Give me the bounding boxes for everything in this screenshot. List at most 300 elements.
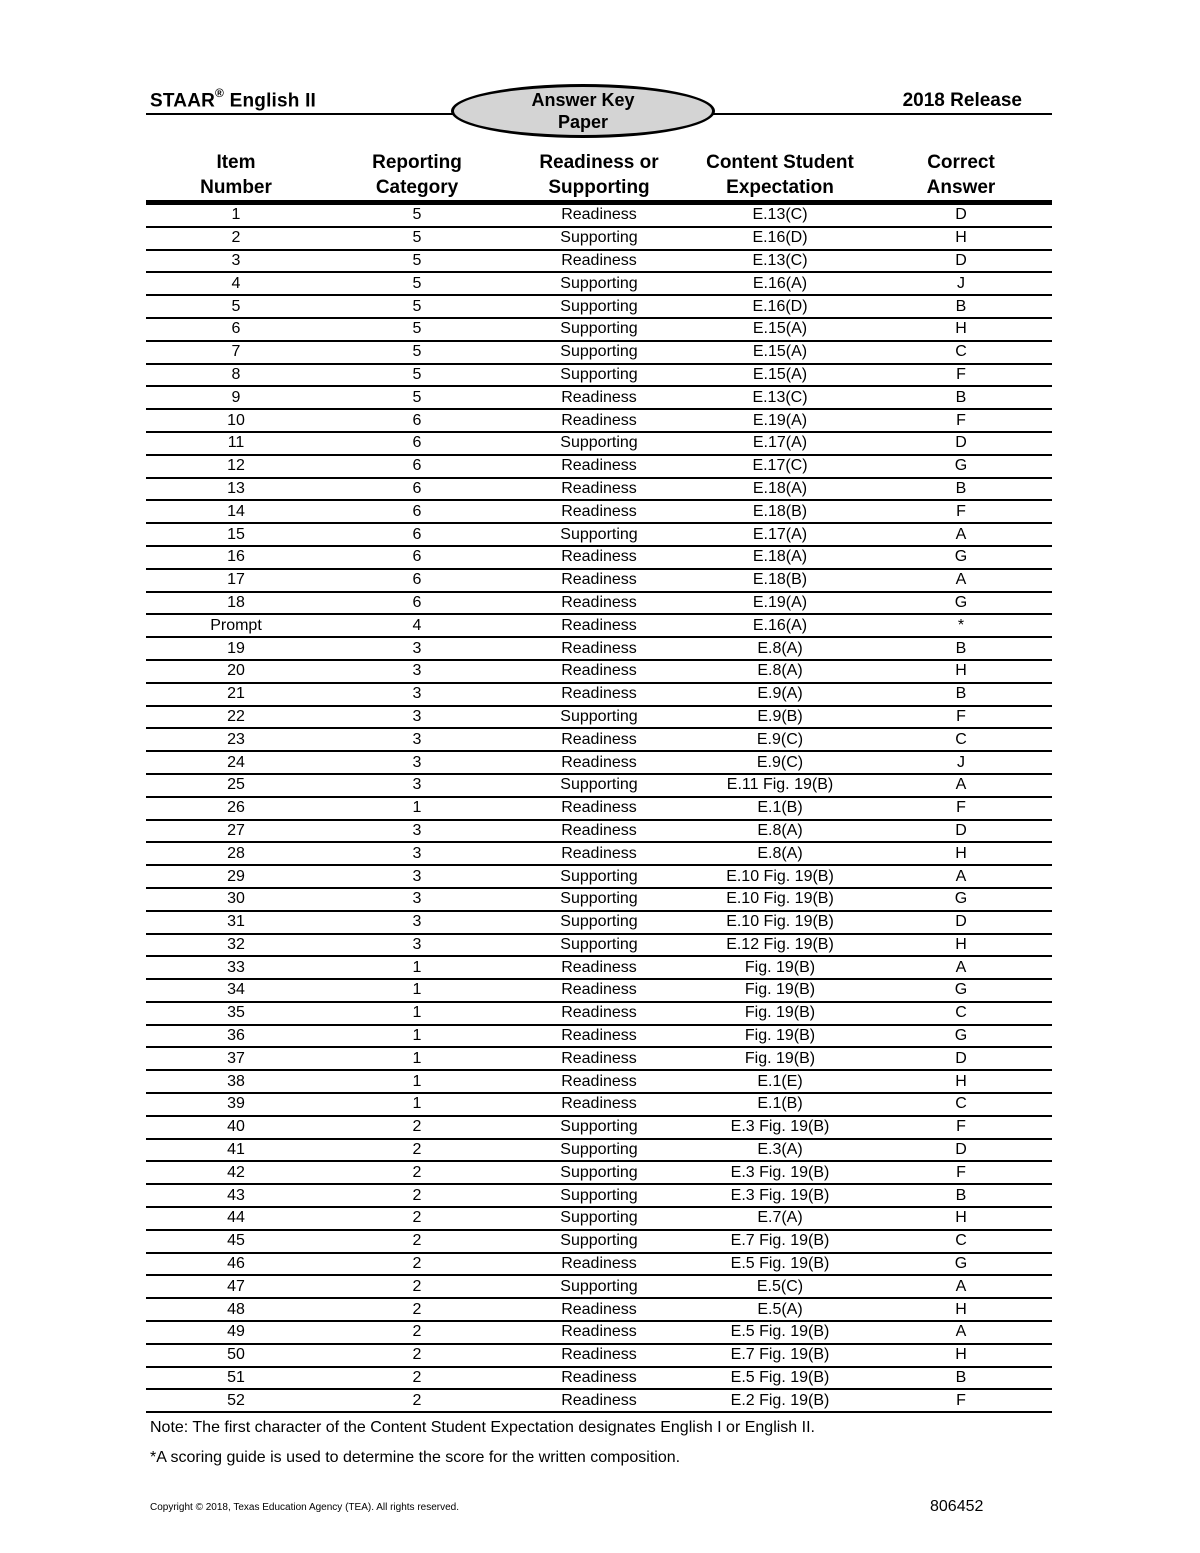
cell-answer: D bbox=[870, 1139, 1052, 1162]
cell-readiness: Supporting bbox=[508, 1139, 690, 1162]
table-row bbox=[146, 956, 1052, 979]
cell-readiness: Readiness bbox=[508, 820, 690, 843]
cell-reporting-category: 2 bbox=[326, 1298, 508, 1321]
cell-expectation: E.16(A) bbox=[690, 272, 870, 295]
table-row bbox=[146, 546, 1052, 569]
cell-answer: C bbox=[870, 1002, 1052, 1025]
cell-answer: F bbox=[870, 1389, 1052, 1412]
cell-reporting-category: 6 bbox=[326, 455, 508, 478]
cell-readiness: Readiness bbox=[508, 637, 690, 660]
cell-readiness: Readiness bbox=[508, 956, 690, 979]
cell-answer: H bbox=[870, 1298, 1052, 1321]
table-row bbox=[146, 1389, 1052, 1412]
cell-readiness: Readiness bbox=[508, 250, 690, 273]
cell-expectation: E.8(A) bbox=[690, 842, 870, 865]
badge-line-1: Answer Key bbox=[531, 90, 635, 110]
cell-item-number: 43 bbox=[146, 1184, 326, 1207]
table-row bbox=[146, 1230, 1052, 1253]
cell-answer: D bbox=[870, 250, 1052, 273]
cell-expectation: E.18(B) bbox=[690, 500, 870, 523]
cell-readiness: Readiness bbox=[508, 683, 690, 706]
table-row bbox=[146, 1116, 1052, 1139]
cell-answer: D bbox=[870, 911, 1052, 934]
cell-item-number: 12 bbox=[146, 455, 326, 478]
subject-name: English II bbox=[229, 90, 317, 112]
cell-item-number: 29 bbox=[146, 865, 326, 888]
cell-item-number: 1 bbox=[146, 203, 326, 227]
cell-expectation: E.19(A) bbox=[690, 409, 870, 432]
cell-readiness: Readiness bbox=[508, 546, 690, 569]
cell-expectation: E.15(A) bbox=[690, 318, 870, 341]
cell-item-number: 14 bbox=[146, 500, 326, 523]
cell-reporting-category: 5 bbox=[326, 341, 508, 364]
cell-item-number: 20 bbox=[146, 660, 326, 683]
cell-expectation: E.5(A) bbox=[690, 1298, 870, 1321]
cell-item-number: 16 bbox=[146, 546, 326, 569]
cell-answer: H bbox=[870, 318, 1052, 341]
table-row bbox=[146, 432, 1052, 455]
table-row bbox=[146, 272, 1052, 295]
cell-readiness: Readiness bbox=[508, 1253, 690, 1276]
table-row bbox=[146, 683, 1052, 706]
cell-reporting-category: 2 bbox=[326, 1207, 508, 1230]
cell-readiness: Readiness bbox=[508, 1344, 690, 1367]
table-row bbox=[146, 1367, 1052, 1390]
cell-item-number: 19 bbox=[146, 637, 326, 660]
cell-reporting-category: 2 bbox=[326, 1367, 508, 1390]
cell-readiness: Supporting bbox=[508, 1184, 690, 1207]
cell-expectation: E.17(A) bbox=[690, 432, 870, 455]
cell-reporting-category: 2 bbox=[326, 1230, 508, 1253]
cell-answer: F bbox=[870, 797, 1052, 820]
cell-answer: G bbox=[870, 546, 1052, 569]
cell-expectation: E.15(A) bbox=[690, 341, 870, 364]
cell-answer: F bbox=[870, 1161, 1052, 1184]
cell-reporting-category: 3 bbox=[326, 637, 508, 660]
table-row bbox=[146, 227, 1052, 250]
col-header-reporting-category: Reporting Category bbox=[326, 150, 508, 203]
cell-reporting-category: 6 bbox=[326, 409, 508, 432]
cell-reporting-category: 3 bbox=[326, 865, 508, 888]
table-row bbox=[146, 1161, 1052, 1184]
cell-reporting-category: 3 bbox=[326, 728, 508, 751]
cell-expectation: E.5 Fig. 19(B) bbox=[690, 1367, 870, 1390]
cell-reporting-category: 2 bbox=[326, 1321, 508, 1344]
cell-answer: F bbox=[870, 500, 1052, 523]
cell-item-number: 37 bbox=[146, 1047, 326, 1070]
cell-reporting-category: 3 bbox=[326, 751, 508, 774]
table-row bbox=[146, 1207, 1052, 1230]
cell-readiness: Supporting bbox=[508, 272, 690, 295]
cell-readiness: Readiness bbox=[508, 1070, 690, 1093]
cell-answer: B bbox=[870, 1367, 1052, 1390]
cell-readiness: Readiness bbox=[508, 751, 690, 774]
cell-readiness: Supporting bbox=[508, 523, 690, 546]
cell-reporting-category: 2 bbox=[326, 1116, 508, 1139]
cell-answer: D bbox=[870, 820, 1052, 843]
cell-expectation: E.5 Fig. 19(B) bbox=[690, 1321, 870, 1344]
cell-readiness: Supporting bbox=[508, 432, 690, 455]
cell-reporting-category: 4 bbox=[326, 614, 508, 637]
cell-expectation: E.13(C) bbox=[690, 386, 870, 409]
table-row bbox=[146, 820, 1052, 843]
cell-item-number: 9 bbox=[146, 386, 326, 409]
table-row bbox=[146, 409, 1052, 432]
table-row bbox=[146, 1321, 1052, 1344]
cell-reporting-category: 2 bbox=[326, 1184, 508, 1207]
cell-expectation: E.1(B) bbox=[690, 1093, 870, 1116]
cell-readiness: Readiness bbox=[508, 1093, 690, 1116]
cell-readiness: Readiness bbox=[508, 842, 690, 865]
table-row bbox=[146, 1275, 1052, 1298]
cell-expectation: E.16(D) bbox=[690, 295, 870, 318]
cell-reporting-category: 5 bbox=[326, 364, 508, 387]
cell-item-number: 40 bbox=[146, 1116, 326, 1139]
cell-reporting-category: 2 bbox=[326, 1161, 508, 1184]
cell-readiness: Readiness bbox=[508, 1002, 690, 1025]
table-row bbox=[146, 386, 1052, 409]
cell-item-number: 39 bbox=[146, 1093, 326, 1116]
cell-answer: C bbox=[870, 1230, 1052, 1253]
cell-answer: A bbox=[870, 1275, 1052, 1298]
scoring-footnote: *A scoring guide is used to determine the score for the written composition. bbox=[150, 1449, 681, 1466]
cell-readiness: Readiness bbox=[508, 1025, 690, 1048]
cell-expectation: E.3 Fig. 19(B) bbox=[690, 1116, 870, 1139]
table-row bbox=[146, 797, 1052, 820]
cell-expectation: Fig. 19(B) bbox=[690, 1025, 870, 1048]
cell-expectation: E.18(A) bbox=[690, 478, 870, 501]
cell-answer: G bbox=[870, 888, 1052, 911]
note-text: The first character of the Content Student Expectation designates English I or English II. bbox=[192, 1419, 815, 1436]
cell-readiness: Supporting bbox=[508, 341, 690, 364]
cell-answer: A bbox=[870, 865, 1052, 888]
cell-reporting-category: 6 bbox=[326, 592, 508, 615]
cell-reporting-category: 3 bbox=[326, 820, 508, 843]
cell-item-number: 51 bbox=[146, 1367, 326, 1390]
table-row bbox=[146, 888, 1052, 911]
table-row bbox=[146, 660, 1052, 683]
cell-item-number: 49 bbox=[146, 1321, 326, 1344]
cell-answer: H bbox=[870, 1207, 1052, 1230]
table-row bbox=[146, 614, 1052, 637]
cell-readiness: Supporting bbox=[508, 1207, 690, 1230]
cell-expectation: E.7(A) bbox=[690, 1207, 870, 1230]
cell-expectation: Fig. 19(B) bbox=[690, 979, 870, 1002]
cell-readiness: Readiness bbox=[508, 614, 690, 637]
cell-readiness: Readiness bbox=[508, 203, 690, 227]
cell-expectation: E.13(C) bbox=[690, 250, 870, 273]
cell-expectation: E.7 Fig. 19(B) bbox=[690, 1344, 870, 1367]
cell-item-number: 44 bbox=[146, 1207, 326, 1230]
table-row bbox=[146, 1002, 1052, 1025]
cell-expectation: E.8(A) bbox=[690, 820, 870, 843]
document-code: 806452 bbox=[930, 1498, 984, 1515]
cell-reporting-category: 3 bbox=[326, 934, 508, 957]
table-row bbox=[146, 1253, 1052, 1276]
cell-readiness: Supporting bbox=[508, 911, 690, 934]
cell-answer: F bbox=[870, 364, 1052, 387]
cell-answer: H bbox=[870, 934, 1052, 957]
cell-expectation: E.8(A) bbox=[690, 637, 870, 660]
cell-answer: G bbox=[870, 455, 1052, 478]
cell-item-number: 46 bbox=[146, 1253, 326, 1276]
cell-readiness: Supporting bbox=[508, 318, 690, 341]
cell-expectation: E.19(A) bbox=[690, 592, 870, 615]
cell-expectation: E.16(D) bbox=[690, 227, 870, 250]
cell-expectation: E.18(A) bbox=[690, 546, 870, 569]
cell-expectation: E.10 Fig. 19(B) bbox=[690, 911, 870, 934]
cell-reporting-category: 6 bbox=[326, 569, 508, 592]
cell-item-number: 21 bbox=[146, 683, 326, 706]
cell-answer: F bbox=[870, 1116, 1052, 1139]
cell-expectation: E.1(E) bbox=[690, 1070, 870, 1093]
cell-answer: G bbox=[870, 592, 1052, 615]
cell-readiness: Readiness bbox=[508, 797, 690, 820]
cell-expectation: E.3 Fig. 19(B) bbox=[690, 1161, 870, 1184]
table-row bbox=[146, 1344, 1052, 1367]
cell-reporting-category: 2 bbox=[326, 1389, 508, 1412]
table-row bbox=[146, 728, 1052, 751]
col-header-item-number: Item Number bbox=[146, 150, 326, 203]
cell-expectation: E.2 Fig. 19(B) bbox=[690, 1389, 870, 1412]
cell-expectation: Fig. 19(B) bbox=[690, 1002, 870, 1025]
cell-readiness: Supporting bbox=[508, 295, 690, 318]
cell-item-number: 31 bbox=[146, 911, 326, 934]
cell-reporting-category: 3 bbox=[326, 842, 508, 865]
copyright: Copyright © 2018, Texas Education Agency (TEA). All rights reserved. bbox=[150, 1502, 460, 1513]
cell-expectation: E.3(A) bbox=[690, 1139, 870, 1162]
table-row bbox=[146, 1298, 1052, 1321]
cell-answer: C bbox=[870, 728, 1052, 751]
cell-answer: B bbox=[870, 386, 1052, 409]
cell-expectation: E.5(C) bbox=[690, 1275, 870, 1298]
cell-answer: B bbox=[870, 295, 1052, 318]
cell-answer: D bbox=[870, 203, 1052, 227]
cell-reporting-category: 1 bbox=[326, 797, 508, 820]
table-row bbox=[146, 979, 1052, 1002]
cell-readiness: Readiness bbox=[508, 660, 690, 683]
table-row bbox=[146, 865, 1052, 888]
note-line bbox=[150, 1419, 815, 1437]
cell-item-number: 48 bbox=[146, 1298, 326, 1321]
cell-expectation: E.13(C) bbox=[690, 203, 870, 227]
cell-item-number: 6 bbox=[146, 318, 326, 341]
cell-answer: B bbox=[870, 1184, 1052, 1207]
cell-expectation: E.3 Fig. 19(B) bbox=[690, 1184, 870, 1207]
cell-item-number: 2 bbox=[146, 227, 326, 250]
cell-item-number: 5 bbox=[146, 295, 326, 318]
cell-readiness: Readiness bbox=[508, 1298, 690, 1321]
cell-item-number: 3 bbox=[146, 250, 326, 273]
table-row bbox=[146, 569, 1052, 592]
cell-item-number: 27 bbox=[146, 820, 326, 843]
cell-answer: A bbox=[870, 956, 1052, 979]
cell-readiness: Readiness bbox=[508, 1321, 690, 1344]
cell-expectation: E.17(A) bbox=[690, 523, 870, 546]
cell-item-number: 7 bbox=[146, 341, 326, 364]
cell-answer: H bbox=[870, 227, 1052, 250]
cell-answer: G bbox=[870, 979, 1052, 1002]
cell-answer: H bbox=[870, 660, 1052, 683]
table-header-row bbox=[146, 150, 1052, 203]
table-row bbox=[146, 364, 1052, 387]
cell-readiness: Supporting bbox=[508, 934, 690, 957]
cell-answer: J bbox=[870, 272, 1052, 295]
cell-readiness: Readiness bbox=[508, 1389, 690, 1412]
col-header-correct-answer: Correct Answer bbox=[870, 150, 1052, 203]
table-row bbox=[146, 341, 1052, 364]
cell-item-number: 45 bbox=[146, 1230, 326, 1253]
registered-mark: ® bbox=[215, 86, 225, 100]
cell-reporting-category: 3 bbox=[326, 660, 508, 683]
cell-answer: B bbox=[870, 637, 1052, 660]
cell-answer: D bbox=[870, 432, 1052, 455]
cell-readiness: Readiness bbox=[508, 1047, 690, 1070]
cell-readiness: Supporting bbox=[508, 888, 690, 911]
table-row bbox=[146, 500, 1052, 523]
cell-item-number: 38 bbox=[146, 1070, 326, 1093]
cell-answer: H bbox=[870, 1344, 1052, 1367]
cell-answer: G bbox=[870, 1025, 1052, 1048]
cell-readiness: Supporting bbox=[508, 1116, 690, 1139]
cell-item-number: 36 bbox=[146, 1025, 326, 1048]
cell-answer: A bbox=[870, 774, 1052, 797]
cell-reporting-category: 1 bbox=[326, 956, 508, 979]
cell-readiness: Readiness bbox=[508, 386, 690, 409]
cell-expectation: E.9(C) bbox=[690, 728, 870, 751]
cell-item-number: 35 bbox=[146, 1002, 326, 1025]
cell-answer: A bbox=[870, 1321, 1052, 1344]
table-row bbox=[146, 1184, 1052, 1207]
cell-readiness: Readiness bbox=[508, 979, 690, 1002]
cell-item-number: 8 bbox=[146, 364, 326, 387]
cell-readiness: Supporting bbox=[508, 865, 690, 888]
cell-reporting-category: 5 bbox=[326, 203, 508, 227]
release-label: 2018 Release bbox=[902, 90, 1022, 111]
cell-readiness: Supporting bbox=[508, 1230, 690, 1253]
cell-item-number: 4 bbox=[146, 272, 326, 295]
cell-item-number: 22 bbox=[146, 706, 326, 729]
table-row bbox=[146, 203, 1052, 227]
cell-item-number: 11 bbox=[146, 432, 326, 455]
table-row bbox=[146, 250, 1052, 273]
cell-answer: G bbox=[870, 1253, 1052, 1276]
cell-expectation: E.8(A) bbox=[690, 660, 870, 683]
cell-expectation: E.17(C) bbox=[690, 455, 870, 478]
cell-expectation: E.12 Fig. 19(B) bbox=[690, 934, 870, 957]
test-title bbox=[150, 88, 316, 112]
cell-answer: J bbox=[870, 751, 1052, 774]
cell-item-number: 33 bbox=[146, 956, 326, 979]
table-row bbox=[146, 911, 1052, 934]
cell-reporting-category: 5 bbox=[326, 250, 508, 273]
table-row bbox=[146, 1139, 1052, 1162]
cell-answer: D bbox=[870, 1047, 1052, 1070]
cell-reporting-category: 5 bbox=[326, 272, 508, 295]
cell-item-number: 26 bbox=[146, 797, 326, 820]
cell-item-number: 18 bbox=[146, 592, 326, 615]
cell-expectation: E.18(B) bbox=[690, 569, 870, 592]
cell-readiness: Readiness bbox=[508, 728, 690, 751]
cell-reporting-category: 1 bbox=[326, 1002, 508, 1025]
cell-reporting-category: 1 bbox=[326, 1070, 508, 1093]
cell-readiness: Supporting bbox=[508, 706, 690, 729]
cell-readiness: Readiness bbox=[508, 592, 690, 615]
cell-expectation: E.9(C) bbox=[690, 751, 870, 774]
table-row bbox=[146, 934, 1052, 957]
cell-reporting-category: 6 bbox=[326, 432, 508, 455]
cell-expectation: E.7 Fig. 19(B) bbox=[690, 1230, 870, 1253]
table-row bbox=[146, 706, 1052, 729]
cell-readiness: Supporting bbox=[508, 1275, 690, 1298]
cell-expectation: Fig. 19(B) bbox=[690, 1047, 870, 1070]
cell-answer: A bbox=[870, 569, 1052, 592]
cell-reporting-category: 1 bbox=[326, 1025, 508, 1048]
cell-item-number: 25 bbox=[146, 774, 326, 797]
table-row bbox=[146, 1093, 1052, 1116]
cell-item-number: 34 bbox=[146, 979, 326, 1002]
cell-answer: B bbox=[870, 478, 1052, 501]
cell-reporting-category: 3 bbox=[326, 774, 508, 797]
note-label: Note: bbox=[150, 1419, 189, 1436]
cell-reporting-category: 2 bbox=[326, 1275, 508, 1298]
table-row bbox=[146, 295, 1052, 318]
cell-item-number: 30 bbox=[146, 888, 326, 911]
cell-expectation: E.9(A) bbox=[690, 683, 870, 706]
cell-expectation: E.16(A) bbox=[690, 614, 870, 637]
cell-reporting-category: 6 bbox=[326, 523, 508, 546]
cell-item-number: 47 bbox=[146, 1275, 326, 1298]
cell-item-number: 17 bbox=[146, 569, 326, 592]
table-row bbox=[146, 637, 1052, 660]
cell-expectation: E.9(B) bbox=[690, 706, 870, 729]
cell-reporting-category: 3 bbox=[326, 706, 508, 729]
col-header-readiness-supporting: Readiness or Supporting bbox=[508, 150, 690, 203]
table-row bbox=[146, 455, 1052, 478]
cell-reporting-category: 6 bbox=[326, 546, 508, 569]
cell-readiness: Supporting bbox=[508, 227, 690, 250]
cell-answer: H bbox=[870, 842, 1052, 865]
table-row bbox=[146, 1025, 1052, 1048]
cell-reporting-category: 1 bbox=[326, 979, 508, 1002]
table-row bbox=[146, 1070, 1052, 1093]
cell-reporting-category: 2 bbox=[326, 1344, 508, 1367]
cell-answer: * bbox=[870, 614, 1052, 637]
table-row bbox=[146, 592, 1052, 615]
cell-item-number: 15 bbox=[146, 523, 326, 546]
table-row bbox=[146, 478, 1052, 501]
cell-readiness: Readiness bbox=[508, 478, 690, 501]
cell-reporting-category: 3 bbox=[326, 911, 508, 934]
cell-item-number: 52 bbox=[146, 1389, 326, 1412]
cell-item-number: 50 bbox=[146, 1344, 326, 1367]
cell-reporting-category: 3 bbox=[326, 888, 508, 911]
brand-name: STAAR bbox=[150, 90, 216, 112]
cell-readiness: Readiness bbox=[508, 409, 690, 432]
table-row bbox=[146, 318, 1052, 341]
cell-reporting-category: 3 bbox=[326, 683, 508, 706]
cell-readiness: Readiness bbox=[508, 569, 690, 592]
cell-expectation: E.1(B) bbox=[690, 797, 870, 820]
table-row bbox=[146, 774, 1052, 797]
cell-reporting-category: 2 bbox=[326, 1139, 508, 1162]
col-header-content-expectation: Content Student Expectation bbox=[690, 150, 870, 203]
cell-reporting-category: 1 bbox=[326, 1093, 508, 1116]
cell-expectation: E.5 Fig. 19(B) bbox=[690, 1253, 870, 1276]
cell-reporting-category: 5 bbox=[326, 227, 508, 250]
cell-reporting-category: 2 bbox=[326, 1253, 508, 1276]
table-row bbox=[146, 523, 1052, 546]
